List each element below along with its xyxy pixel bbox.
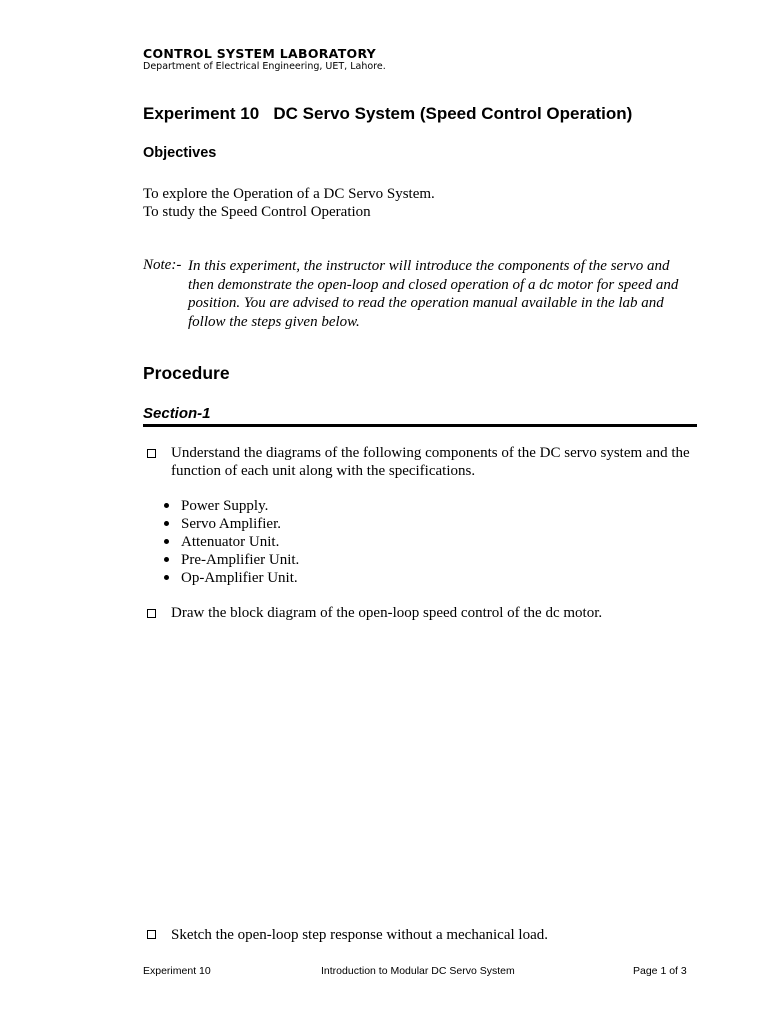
bullet-icon [164, 521, 169, 526]
component-item: Power Supply. [181, 498, 269, 514]
bullet-icon [164, 503, 169, 508]
component-item: Attenuator Unit. [181, 534, 280, 550]
bullet-icon [164, 557, 169, 562]
checkbox-icon [147, 930, 156, 939]
experiment-title: Experiment 10 DC Servo System (Speed Control Operation) [143, 104, 633, 123]
objective-line: To explore the Operation of a DC Servo System. [143, 186, 435, 202]
procedure-item: Sketch the open-loop step response without a mechanical load. [171, 927, 548, 943]
procedure-item: Understand the diagrams of the following components of the DC servo system and the function of each unit along with the specifications. [171, 445, 690, 479]
section-divider [143, 424, 697, 427]
checkbox-icon [147, 449, 156, 458]
page-number: Page 1 of 3 [633, 965, 687, 977]
procedure-heading: Procedure [143, 363, 230, 383]
component-item: Pre-Amplifier Unit. [181, 552, 300, 568]
bullet-icon [164, 575, 169, 580]
bullet-icon [164, 539, 169, 544]
component-item: Servo Amplifier. [181, 516, 281, 532]
footer-center: Introduction to Modular DC Servo System [321, 965, 515, 977]
department-name: Department of Electrical Engineering, UET, Lahore. [143, 61, 386, 72]
section-heading: Section-1 [143, 405, 211, 422]
procedure-item: Draw the block diagram of the open-loop speed control of the dc motor. [171, 605, 603, 621]
objectives-heading: Objectives [143, 145, 217, 161]
footer-left: Experiment 10 [143, 965, 211, 977]
note-text: In this experiment, the instructor will introduce the components of the servo and then demonstrate the open-loop and closed operation of a dc motor for speed and position. You are advised to read the operation manual available in the lab and follow the steps given below. [188, 258, 679, 330]
lab-title: CONTROL SYSTEM LABORATORY [143, 46, 377, 61]
component-item: Op-Amplifier Unit. [181, 570, 298, 586]
checkbox-icon [147, 609, 156, 618]
objective-line: To study the Speed Control Operation [143, 204, 371, 220]
note-label: Note:- [143, 257, 182, 273]
